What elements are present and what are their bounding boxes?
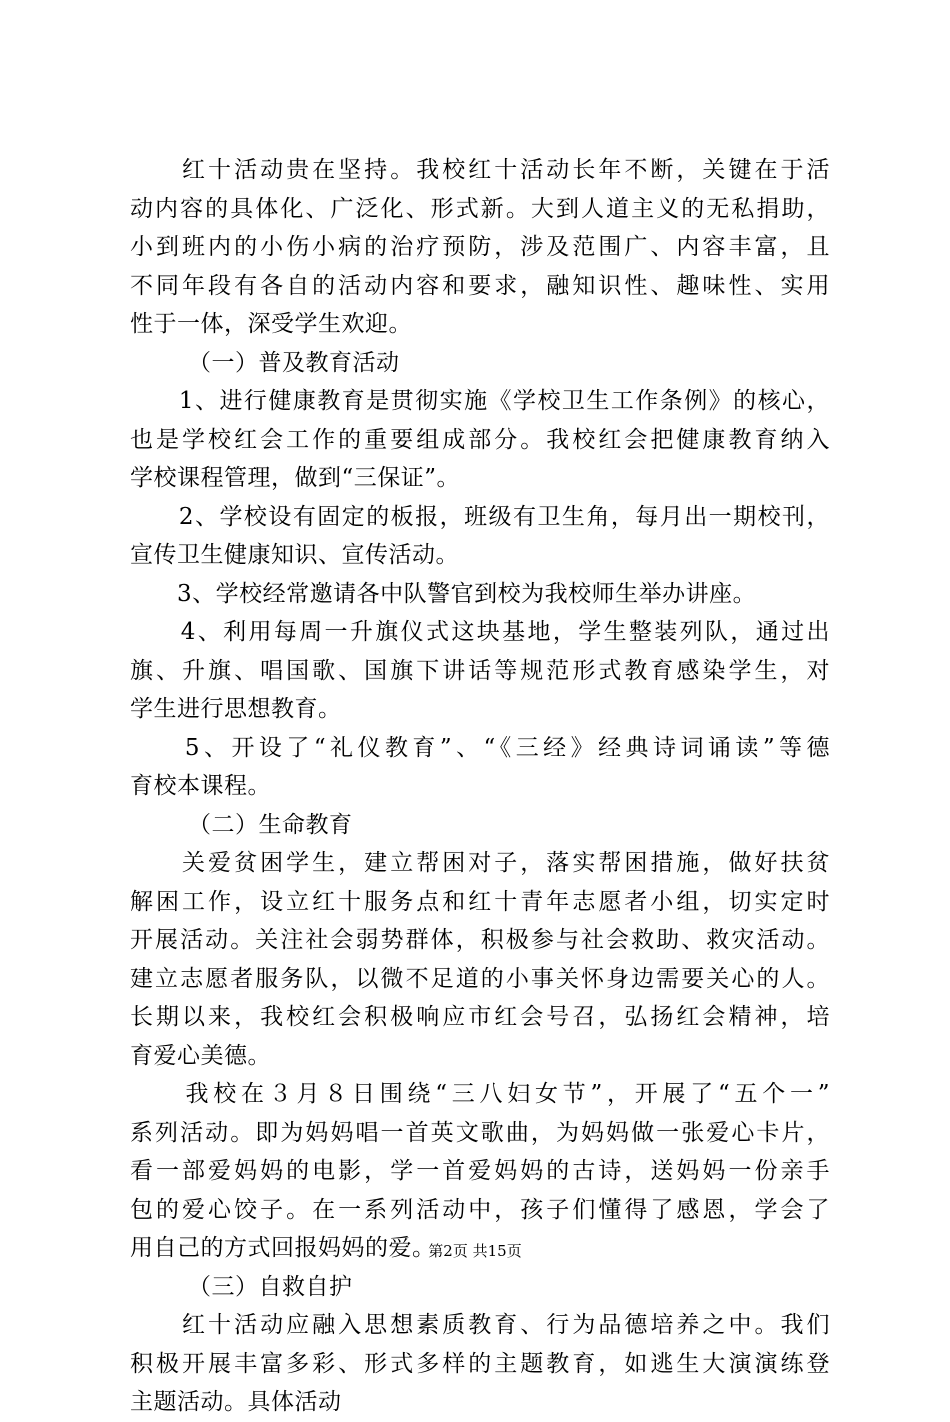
text-line: 育爱心美德。	[130, 1042, 271, 1069]
text-line: 3、学校经常邀请各中队警官到校为我校师生举办讲座。	[130, 580, 757, 607]
text-line: 解困工作，设立红十服务点和红十青年志愿者小组，切实定时	[130, 888, 830, 915]
section-heading: （一）普及教育活动	[188, 349, 400, 376]
text-line: 积极开展丰富多彩、形式多样的主题教育，如逃生大演演练登	[130, 1350, 830, 1377]
text-line: 不同年段有各自的活动内容和要求，融知识性、趣味性、实用	[130, 272, 830, 299]
text-line: 性于一体，深受学生欢迎。	[130, 311, 412, 337]
text-line: 主题活动。具体活动	[130, 1389, 342, 1415]
text-line: 长期以来，我校红会积极响应市红会号召，弘扬红会精神，培	[130, 1004, 830, 1030]
text-line: 学生进行思想教育。	[130, 696, 342, 722]
text-line: 包的爱心饺子。在一系列活动中，孩子们懂得了感恩，学会了	[130, 1196, 830, 1223]
text-line: 5、开设了“礼仪教育”、“《三经》经典诗词诵读”等德	[130, 734, 830, 761]
text-line: 1、进行健康教育是贯彻实施《学校卫生工作条例》的核心，	[130, 388, 830, 414]
text-line: 宣传卫生健康知识、宣传活动。	[130, 542, 459, 568]
text-line: 旗、升旗、唱国歌、国旗下讲话等规范形式教育感染学生，对	[130, 657, 830, 684]
section-heading: （三）自救自护	[188, 1273, 353, 1300]
text-line: 学校课程管理，做到“三保证”。	[130, 465, 461, 491]
text-line: 开展活动。关注社会弱势群体，积极参与社会救助、救灾活动。	[130, 927, 830, 953]
text-line: 红十活动应融入思想素质教育、行为品德培养之中。我们	[130, 1312, 830, 1338]
text-line: 4、利用每周一升旗仪式这块基地，学生整装列队，通过出	[130, 619, 830, 645]
text-line: 用自己的方式回报妈妈的爱。	[130, 1235, 436, 1261]
page-footer: 第2页 共15页	[428, 1242, 522, 1260]
text-line: 关爱贫困学生，建立帮困对子，落实帮困措施，做好扶贫	[130, 850, 830, 876]
text-line: 小到班内的小伤小病的治疗预防，涉及范围广、内容丰富，且	[130, 234, 830, 260]
text-line: 建立志愿者服务队，以微不足道的小事关怀身边需要关心的人。	[130, 965, 830, 992]
text-line: 我校在３月８日围绕“三八妇女节”，开展了“五个一”	[130, 1081, 830, 1107]
text-line: 育校本课程。	[130, 773, 271, 799]
text-line: 看一部爱妈妈的电影，学一首爱妈妈的古诗，送妈妈一份亲手	[130, 1158, 830, 1184]
text-line: 红十活动贵在坚持。我校红十活动长年不断，关键在于活	[130, 157, 830, 183]
section-heading: （二）生命教育	[188, 811, 353, 838]
text-line: 也是学校红会工作的重要组成部分。我校红会把健康教育纳入	[130, 426, 830, 453]
body-text	[130, 151, 830, 1422]
text-line: 动内容的具体化、广泛化、形式新。大到人道主义的无私捐助，	[130, 195, 830, 222]
text-line: 2、学校设有固定的板报，班级有卫生角，每月出一期校刊，	[130, 503, 830, 530]
text-line: 系列活动。即为妈妈唱一首英文歌曲，为妈妈做一张爱心卡片，	[130, 1119, 830, 1146]
